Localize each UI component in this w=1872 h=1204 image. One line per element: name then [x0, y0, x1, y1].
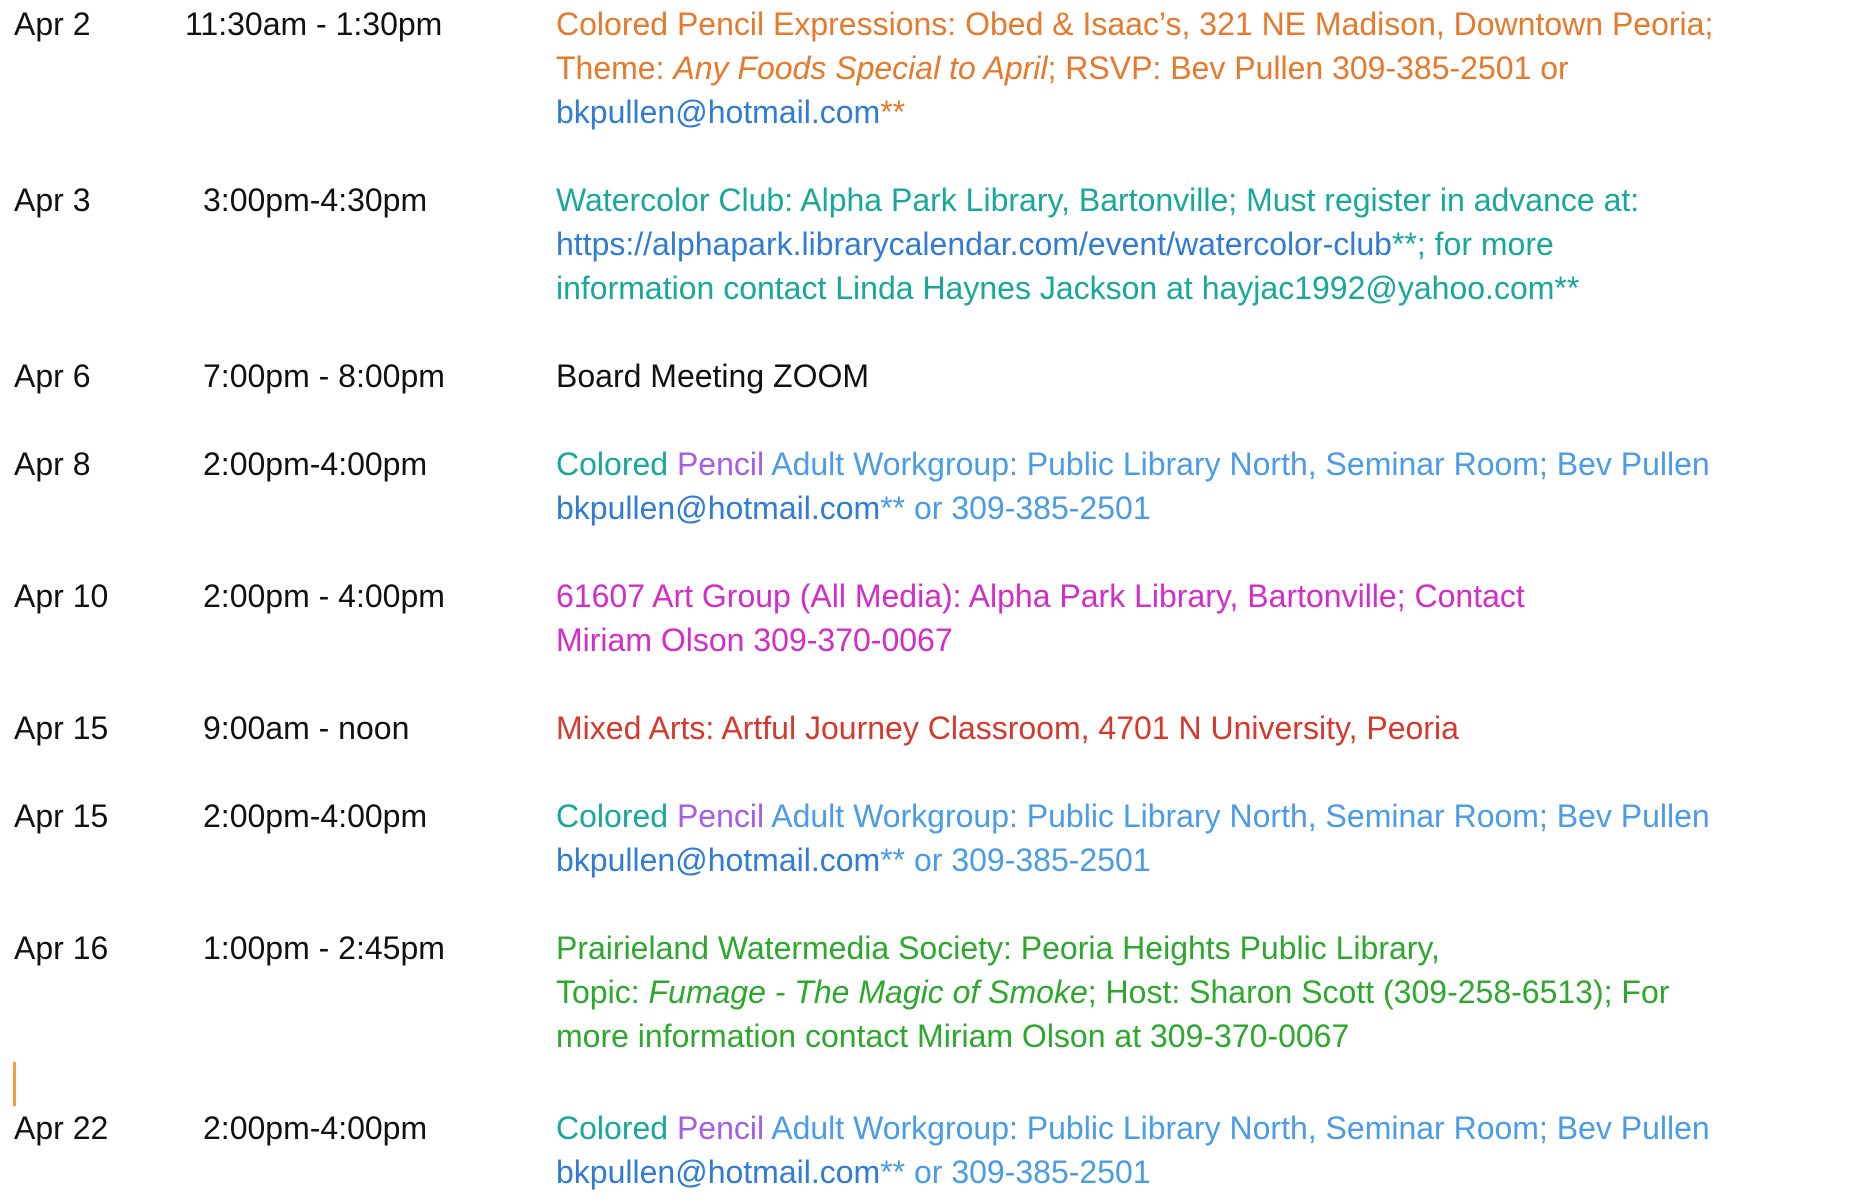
event-description [556, 354, 1872, 398]
description-text: information contact Linda Haynes Jackson at hayjac1992@yahoo.com** [556, 270, 1580, 306]
link-text[interactable]: https://alphapark.librarycalendar.com/event/watercolor-club [556, 226, 1392, 262]
description-line [556, 46, 1872, 90]
link-text[interactable]: bkpullen@hotmail.com [556, 1154, 881, 1190]
description-text: ** [880, 94, 906, 130]
event-description [556, 926, 1872, 1058]
description-line [556, 1150, 1872, 1194]
event-date: Apr 2 [14, 6, 91, 42]
description-line [556, 970, 1872, 1014]
event-description [556, 442, 1872, 530]
description-text: ** or 309-385-2501 [880, 842, 1151, 878]
event-time: 11:30am - 1:30pm [185, 6, 443, 42]
description-line [556, 1014, 1872, 1058]
event-description [556, 706, 1872, 750]
event-date: Apr 15 [14, 798, 109, 834]
event-time: 2:00pm - 4:00pm [203, 578, 445, 614]
description-text: Watercolor Club: Alpha Park Library, Bartonville; Must register in advance at: [556, 182, 1640, 218]
description-text: ** or 309-385-2501 [880, 1154, 1151, 1190]
description-text: Pencil [676, 1110, 772, 1146]
description-text: ; Host: Sharon Scott (309-258-6513); For [1087, 974, 1670, 1010]
description-text: Adult Workgroup: Public Library North, Seminar Room; Bev Pullen [771, 446, 1710, 482]
event-time: 7:00pm - 8:00pm [203, 358, 445, 394]
event-date: Apr 6 [14, 358, 91, 394]
event-description [556, 794, 1872, 882]
description-line [556, 926, 1872, 970]
event-time: 9:00am - noon [203, 710, 410, 746]
description-text: Pencil [676, 798, 772, 834]
description-text: Adult Workgroup: Public Library North, Seminar Room; Bev Pullen [771, 798, 1710, 834]
event-time: 2:00pm-4:00pm [203, 1110, 428, 1146]
description-text: Colored [556, 1110, 677, 1146]
description-line [556, 1106, 1872, 1150]
description-line [556, 90, 1872, 134]
description-line [556, 222, 1872, 266]
event-time: 1:00pm - 2:45pm [203, 930, 445, 966]
description-line [556, 794, 1872, 838]
link-text[interactable]: bkpullen@hotmail.com [556, 94, 881, 130]
description-text: Topic: [556, 974, 649, 1010]
description-text: Pencil [676, 446, 772, 482]
description-line [556, 706, 1872, 750]
description-text: Adult Workgroup: Public Library North, Seminar Room; Bev Pullen [771, 1110, 1710, 1146]
description-line [556, 486, 1872, 530]
description-line [556, 178, 1872, 222]
description-text: more information contact Miriam Olson at 309-370-0067 [556, 1018, 1350, 1054]
description-text: **; for more [1391, 226, 1554, 262]
description-text: ** or 309-385-2501 [880, 490, 1151, 526]
link-text[interactable]: bkpullen@hotmail.com [556, 490, 881, 526]
event-date: Apr 8 [14, 446, 91, 482]
description-text: Colored Pencil Expressions: Obed & Isaac’s, 321 NE Madison, Downtown Peoria; [556, 6, 1714, 42]
event-date: Apr 15 [14, 710, 109, 746]
event-date: Apr 16 [14, 930, 109, 966]
description-line [556, 2, 1872, 46]
event-time: 2:00pm-4:00pm [203, 446, 428, 482]
description-text: Board Meeting ZOOM [556, 358, 869, 394]
event-time: 2:00pm-4:00pm [203, 798, 428, 834]
event-time: 3:00pm-4:30pm [203, 182, 428, 218]
event-date: Apr 22 [14, 1110, 109, 1146]
description-text: Prairieland Watermedia Society: Peoria Heights Public Library, [556, 930, 1440, 966]
description-line [556, 442, 1872, 486]
description-text: Any Foods Special to April [673, 50, 1048, 86]
event-date: Apr 10 [14, 578, 109, 614]
event-date: Apr 3 [14, 182, 91, 218]
description-text: Miriam Olson 309-370-0067 [556, 622, 953, 658]
description-line [556, 354, 1872, 398]
event-description [556, 2, 1872, 134]
description-line [556, 838, 1872, 882]
text-cursor [13, 1062, 16, 1106]
description-text: 61607 Art Group (All Media): Alpha Park Library, Bartonville; Contact [556, 578, 1525, 614]
description-line [556, 574, 1872, 618]
description-text: Colored [556, 446, 677, 482]
description-text: Theme: [556, 50, 674, 86]
description-line [556, 266, 1872, 310]
event-description [556, 178, 1872, 310]
description-text: Colored [556, 798, 677, 834]
event-description [556, 1106, 1872, 1194]
event-description [556, 574, 1872, 662]
link-text[interactable]: bkpullen@hotmail.com [556, 842, 881, 878]
description-text: Mixed Arts: Artful Journey Classroom, 4701 N University, Peoria [556, 710, 1459, 746]
description-text: ; RSVP: Bev Pullen 309-385-2501 or [1047, 50, 1569, 86]
description-text: Fumage - The Magic of Smoke [648, 974, 1088, 1010]
description-line [556, 618, 1872, 662]
